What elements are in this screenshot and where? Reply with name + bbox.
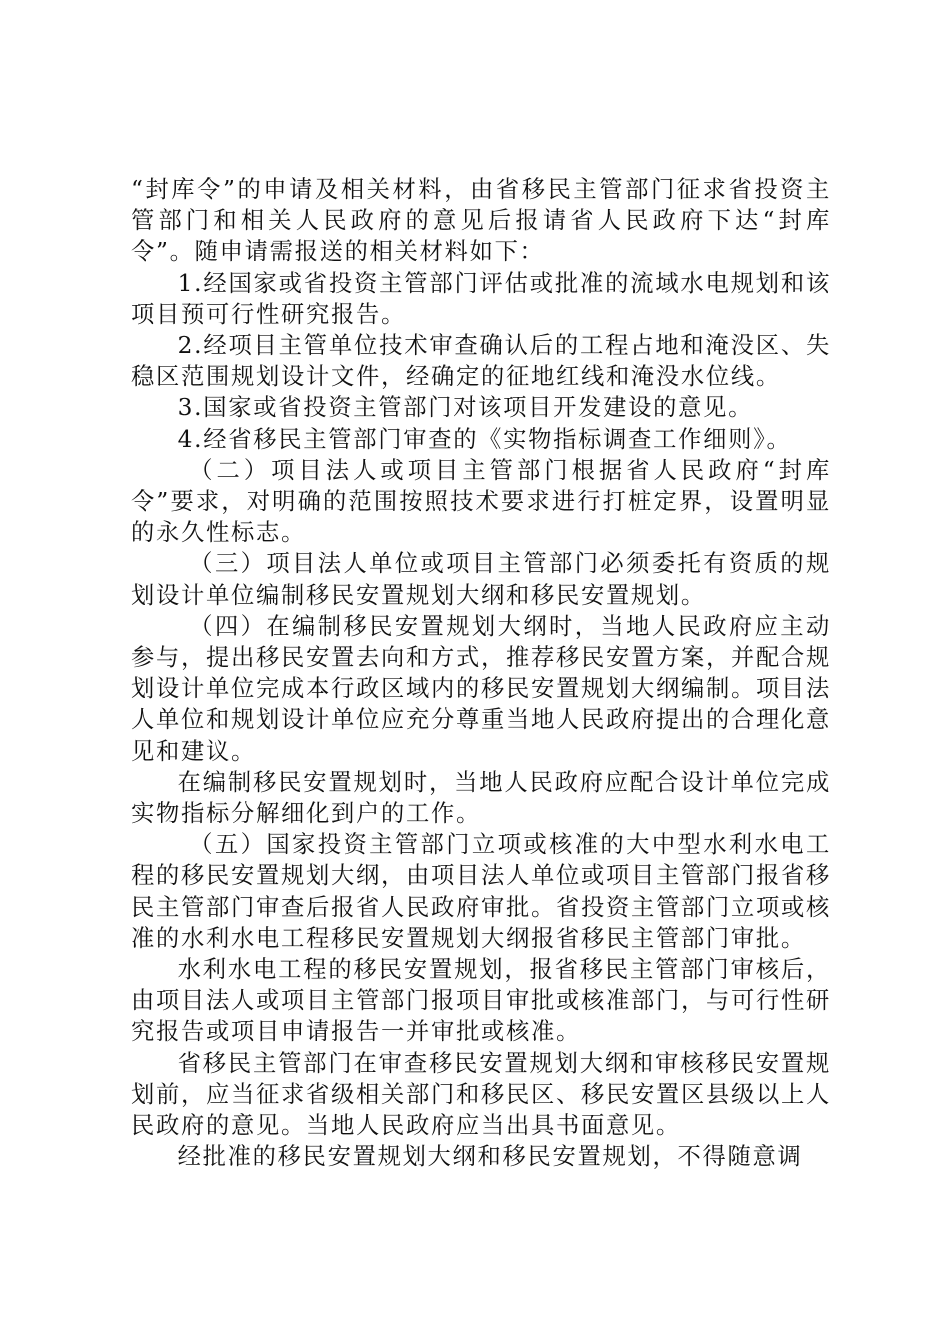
section-paragraph: （三）项目法人单位或项目主管部门必须委托有资质的规划设计单位编制移民安置规划大纲和移民安置规划。 — [131, 550, 831, 609]
section-paragraph: （四）在编制移民安置规划大纲时，当地人民政府应主动参与，提出移民安置去向和方式，推荐移民安置方案，并配合规划设计单位完成本行政区域内的移民安置规划大纲编制。项目法人单位和规划设计单位应充分尊重当地人民政府提出的合理化意见和建议。 — [131, 612, 831, 765]
list-item: 1.经国家或省投资主管部门评估或批准的流域水电规划和该项目预可行性研究报告。 — [131, 269, 831, 328]
section-paragraph: （二）项目法人或项目主管部门根据省人民政府“封库令”要求，对明确的范围按照技术要求进行打桩定界，设置明显的永久性标志。 — [131, 456, 831, 547]
paragraph: 水利水电工程的移民安置规划，报省移民主管部门审核后，由项目法人或项目主管部门报项目审批或核准部门，与可行性研究报告或项目申请报告一并审批或核准。 — [131, 956, 831, 1046]
document-body — [131, 174, 831, 1173]
paragraph: 省移民主管部门在审查移民安置规划大纲和审核移民安置规划前，应当征求省级相关部门和移民区、移民安置区县级以上人民政府的意见。当地人民政府应当出具书面意见。 — [131, 1049, 831, 1140]
paragraph: 在编制移民安置规划时，当地人民政府应配合设计单位完成实物指标分解细化到户的工作。 — [131, 768, 831, 828]
list-item: 4.经省移民主管部门审查的《实物指标调查工作细则》。 — [177, 425, 792, 453]
list-item: 2.经项目主管单位技术审查确认后的工程占地和淹没区、失稳区范围规划设计文件，经确定的征地红线和淹没水位线。 — [131, 332, 831, 391]
paragraph: “封库令”的申请及相关材料，由省移民主管部门征求省投资主管部门和相关人民政府的意见后报请省人民政府下达“封库令”。随申请需报送的相关材料如下： — [131, 176, 831, 266]
list-item: 3.国家或省投资主管部门对该项目开发建设的意见。 — [177, 394, 754, 422]
paragraph: 经批准的移民安置规划大纲和移民安置规划，不得随意调 — [177, 1143, 803, 1171]
section-paragraph: （五）国家投资主管部门立项或核准的大中型水利水电工程的移民安置规划大纲，由项目法人单位或项目主管部门报省移民主管部门审查后报省人民政府审批。省投资主管部门立项或核准的水利水电工程移民安置规划大纲报省移民主管部门审批。 — [131, 831, 831, 952]
